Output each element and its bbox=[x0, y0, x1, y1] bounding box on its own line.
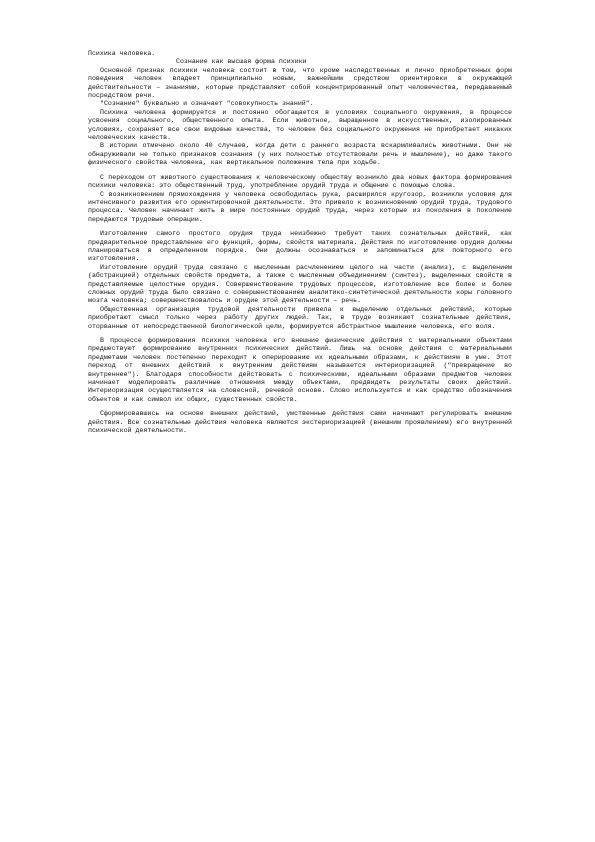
paragraph-11: Сформировавшись на основе внешних действий, умственные действия сами начинают регулировать внешние действия. Все сознательные действия человека являются экстериоризацией (внешним проявлением) его внутренней психической деятельности. bbox=[88, 410, 512, 435]
paragraph-3: Психика человека формируется и постоянно обогащается в условиях социального окружения, в процессе усвоения социального, общественного опыта. Если животное, выращенное в искусственных, изолированных условиях, сохраняет все свои видовые качества, то человек без социального окружения не приобретает никаких человеческих качеств. bbox=[88, 108, 512, 142]
paragraph-8: Изготовление орудий труда связано с мысленным расчленением целого на части (анализ), с выделением (абстракцией) отдельных свойств предмета, а также с мысленным объединением (синтез), выделенных свойств в представляемые целостные орудия. Совершенствование трудовых процессов, изготовление все более и более сложных орудий труда было связано с совершенствованием аналитико-синтетической деятельности коры головного мозга человека; совершенствовалось и орудие этой деятельности – речь. bbox=[88, 263, 512, 305]
paragraph-10: В процессе формирования психики человека его внешние физические действия с материальными объектами предшествуют формированию внутренних психических действий. Лишь на основе действия с материальными предметами человек постепенно переходит к оперированию их идеальными образами, к действиям в уме. Этот переход от внешних действий к внутренним действиям называется интериоризацией ("превращение во внутреннее"). Благодаря способности действовать с психическими, идеальными образами предметов человек начинает моделировать различные отношения между объектами, предвидеть результаты своих действий. Интериоризация осуществляется на словесной, речевой основе. Слово используется и как средство обозначения объектов и как символ их общих, существенных свойств. bbox=[88, 337, 512, 403]
paragraph-4: В истории отмечено около 40 случаев, когда дети с раннего возраста вскармливались животными. Они не обнаруживали не только признаков сознания (у них полностью отсутствовали речь и мышление), но даже такого физического свойства человека, как вертикальное положение тела при ходьбе. bbox=[88, 142, 512, 167]
paragraph-5: С переходом от животного существования к человеческому обществу возникло два новых фактора формирования психики человека: это общественный труд, употребление орудий труда и общение с помощью слова. bbox=[88, 173, 512, 190]
paragraph-6: С возникновением прямохождения у человека освободилась рука, расширился кругозор, возникли условия для интенсивного развития его ориентировочной деятельности. Это привело к возникновению орудий труда, трудового процесса. Человек начинает жить в мире постоянных орудий труда, через которые из поколения в поколение передаются трудовые операции. bbox=[88, 190, 512, 223]
document-header: Психика человека. bbox=[88, 50, 156, 57]
paragraph-7: Изготовление самого простого орудия труда неизбежно требует таких сознательных действий, как предварительное представление его функций, формы, свойств материала. Действия по изготовлению орудия должны планироваться в определенном порядке. Они должны осознаваться и запоминаться для повторного его изготовления. bbox=[88, 230, 512, 263]
paragraph-1: Основной признак психики человека состоит в том, что кроме наследственных и лично приобретенных форм поведения человек владеет принципиально новым, важнейшим средством ориентировки в окружающей действительности – знаниями, которые представляют собой концентрированный опыт человечества, передаваемый посредством речи. bbox=[88, 66, 512, 100]
paragraph-2: "Сознание" буквально и означает "совокупность знаний". bbox=[100, 100, 314, 108]
paragraph-9: Общественная организация трудовой деятельности привела к выделению отдельных действий, которые приобретают смысл только через работу других людей. Так, в труде возникают сознательные действия, оторванные от непосредственной биологической цели, формируется абстрактное мышление человека, его воля. bbox=[88, 305, 512, 330]
document-body bbox=[88, 50, 512, 435]
section-title: Сознание как высшая форма психики bbox=[176, 58, 307, 66]
